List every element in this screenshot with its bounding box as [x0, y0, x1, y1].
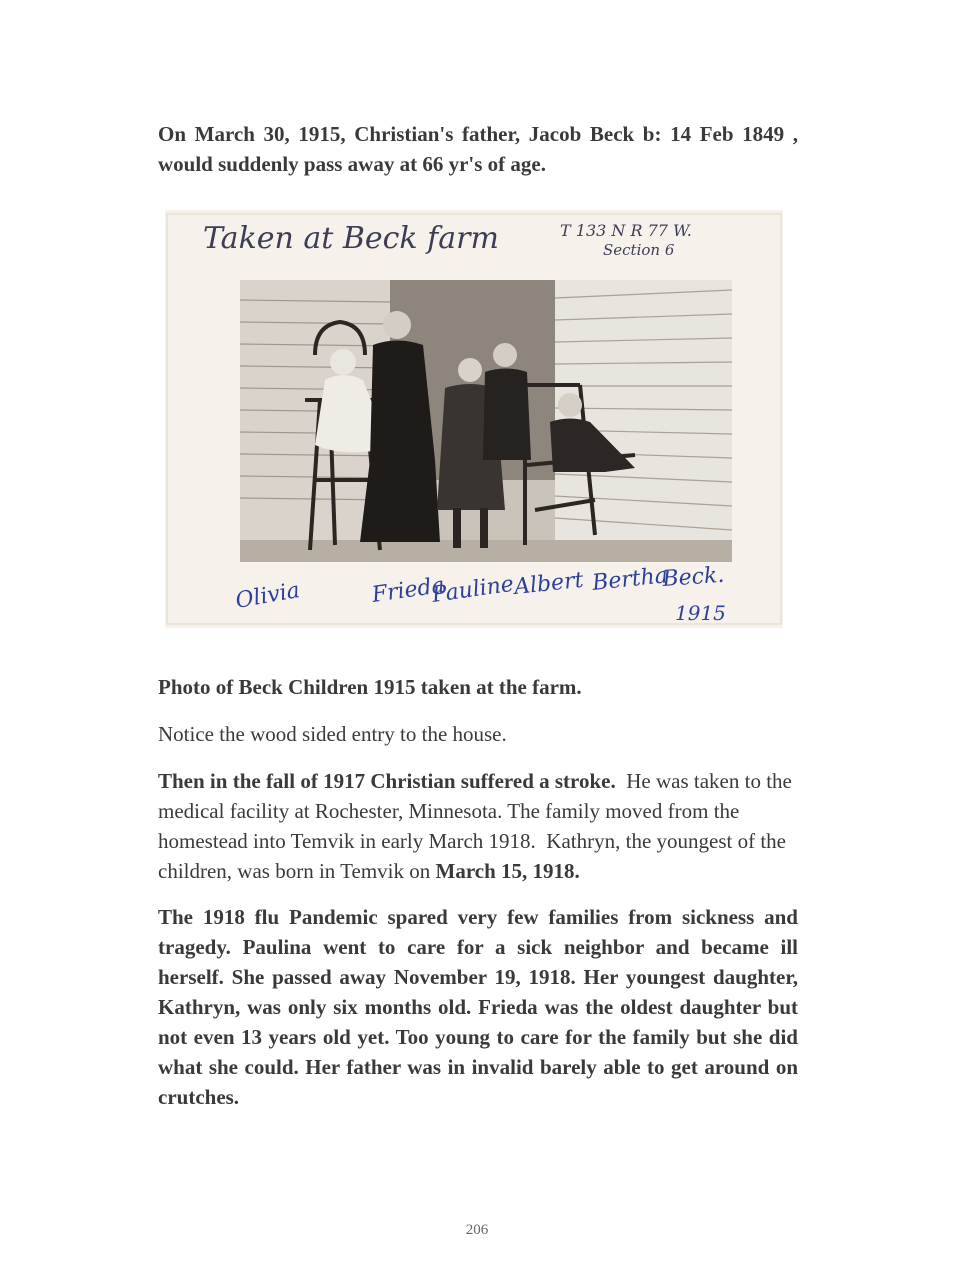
photo-year: 1915: [675, 601, 726, 625]
stroke-paragraph: [158, 766, 798, 886]
photo-name-olivia: Olivia: [233, 578, 302, 614]
photo-name-beck: Beck.: [661, 562, 726, 592]
intro-paragraph: On March 30, 1915, Christian's father, Jacob Beck b: 14 Feb 1849 , would suddenly pass away at 66 yr's of age.: [158, 122, 798, 176]
pandemic-paragraph: The 1918 flu Pandemic spared very few families from sickness and tragedy. Paulina went to care for a sick neighbor and became ill herself. She passed away November 19, 1918. Her youngest daughter, Kathryn, was only six months old. Frieda was the oldest daughter but not even 13 years old yet. Too young to care for the family but she did what she could. Her father was in invalid barely able to get around on crutches.: [158, 905, 798, 1109]
stroke-bold-end: March 15, 1918.: [435, 859, 580, 883]
photo-name-bertha: Bertha: [591, 563, 670, 596]
photo-name-albert: Albert: [513, 567, 585, 600]
photo-name-frieda: Frieda: [370, 573, 447, 608]
photo-caption: Photo of Beck Children 1915 taken at the farm.: [158, 675, 582, 699]
beck-children-photo: [165, 210, 783, 628]
photo-top-note: Taken at Beck farm: [203, 221, 499, 256]
photo-image: [240, 280, 732, 562]
photo-name-pauline: Pauline: [430, 571, 516, 608]
photo-legal-line1: T 133 N R 77 W.: [560, 221, 692, 240]
stroke-middle-text: He was taken to the medical facility at Rochester, Minnesota. The family moved from the homestead into Temvik in early March 1918. Kathryn, the youngest of the children, was born in Temvik on: [158, 769, 798, 883]
page-number: 206: [465, 1222, 489, 1238]
stroke-bold-start: Then in the fall of 1917 Christian suffered a stroke.: [158, 769, 616, 793]
photo-legal-line2: Section 6: [603, 241, 675, 259]
notice-paragraph: Notice the wood sided entry to the house.: [158, 722, 507, 746]
